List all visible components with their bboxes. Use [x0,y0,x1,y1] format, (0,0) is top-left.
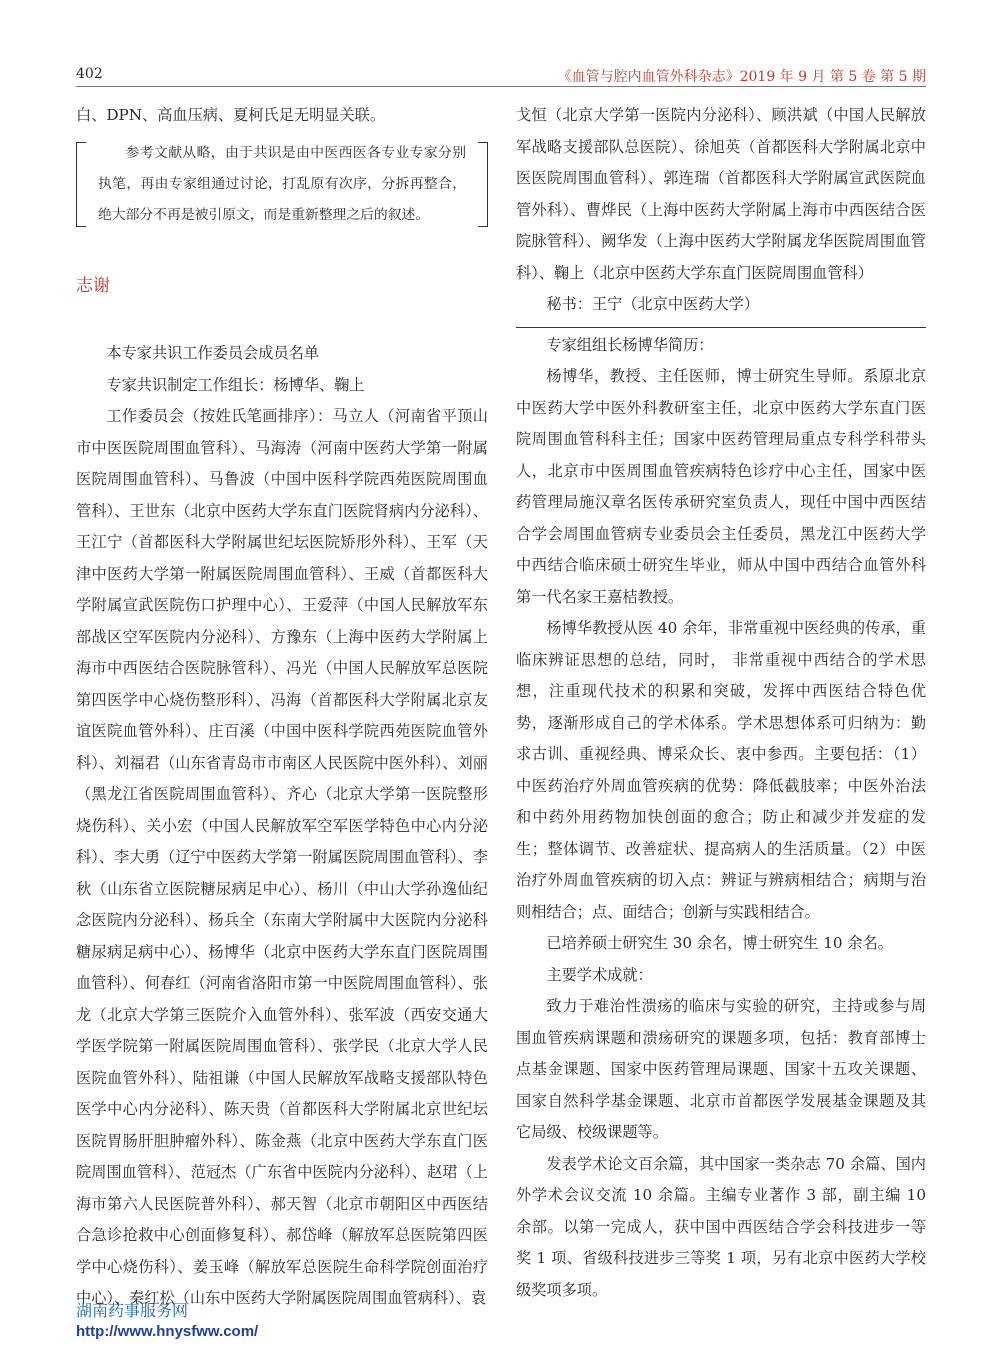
bio-heading: 专家组组长杨博华简历： [546,335,714,354]
right-bracket [478,142,488,227]
right-column [516,100,926,1306]
member-list-title: 本专家共识工作委员会成员名单 [106,344,320,362]
intro-line: 白、DPN、高血压病、夏柯氏足无明显关联。 [76,106,386,124]
page-number: 402 [76,66,103,82]
reference-note-box [76,136,488,233]
bio-paragraph: 致力于难治性溃疡的临床与实验的研究，主持或参与周围血管疾病课题和溃疡研究的课题多项，包括：教育部博士点基金课题、国家中医药管理局课题、国家十五攻关课题、国家自然科学基金课题、北京市首都医学发展基金课题及其它局级、校级课题等。 [516,997,926,1141]
acknowledgment-heading: 志谢 [76,275,110,296]
bio-paragraph: 杨博华，教授、主任医师，博士研究生导师。系原北京中医药大学中医外科教研室主任，北京中医药大学东直门医院周围血管科科主任；国家中医药管理局重点专科学科带头人，北京市中医周围血管疾病特色诊疗中心主任，国家中医药管理局施汉章名医传承研究室负责人，现任中国中西医结合学会周围血管病专业委员会主任委员，黑龙江中医药大学中西结合临床硕士研究生毕业，师从中国中西结合血管外科第一代名家王嘉桔教授。 [516,367,926,606]
section-divider [516,327,926,328]
footer-site-url[interactable]: http://www.hnysfww.com/ [76,1323,259,1340]
bio-paragraph: 已培养硕士研究生 30 余名，博士研究生 10 余名。 [546,934,893,952]
group-leaders: 专家共识制定工作组长：杨博华、鞠上 [106,375,365,394]
committee-members-continued: 戈恒（北京大学第一医院内分泌科）、顾洪斌（中国人民解放军战略支援部队总医院）、徐旭英（首都医科大学附属北京中医医院周围血管科）、郭连瑞（首都医科大学附属宣武医院血管外科）、曹烨民（上海中医药大学附属上海市中西医结合医院脉管科）、阙华发（上海中医药大学附属龙华医院周围血管科）、鞠上（北京中医药大学东直门医院周围血管科） [516,106,926,282]
footer-watermark [76,1302,258,1342]
journal-citation: 《血管与腔内血管外科杂志》2019 年 9 月 第 5 卷 第 5 期 [557,69,926,85]
secretary: 秘书：王宁（北京中医药大学） [546,295,760,313]
running-header [76,62,926,87]
bio-paragraph: 杨博华教授从医 40 余年，非常重视中医经典的传承，重临床辨证思想的总结，同时， 非常重视中西结合的学术思想，注重现代技术的积累和突破，发挥中西医结合特色优势，逐渐形成自己的学术体系。学术思想体系可归纳为：勤求古训、重视经典、博采众长、衷中参西。主要包括：（1）中医药治疗外周血管疾病的优势：降低截肢率；中医外治法和中药外用药物加快创面的愈合；防止和减少并发症的发生；整体调节、改善症状、提高病人的生活质量。（2）中医治疗外周血管疾病的切入点：辨证与辨病相结合；病期与治则相结合；点、面结合；创新与实践相结合。 [516,619,926,921]
reference-note: 参考文献从略，由于共识是由中医西医各专业专家分别执笔，再由专家组通过讨论，打乱原有次序，分拆再整合，绝大部分不再是被引原文，而是重新整理之后的叙述。 [98,144,466,223]
left-column [76,100,488,1315]
committee-members: 工作委员会（按姓氏笔画排序）：马立人（河南省平顶山市中医医院周围血管科）、马海涛（河南中医药大学第一附属医院周围血管科）、马鲁波（中国中医科学院西苑医院周围血管科）、王世东（北京中医药大学东直门医院肾病内分泌科）、王江宁（首都医科大学附属世纪坛医院矫形外科）、王军（天津中医药大学第一附属医院周围血管科）、王威（首都医科大学附属宣武医院伤口护理中心）、王爱萍（中国人民解放军东部战区空军医院内分泌科）、方豫东（上海中医药大学附属上海市中西医结合医院脉管科）、冯光（中国人民解放军总医院第四医学中心烧伤整形科）、冯海（首都医科大学附属北京友谊医院血管外科）、庄百溪（中国中医科学院西苑医院血管外科）、刘福君（山东省青岛市市南区人民医院中医外科）、刘丽（黑龙江省医院周围血管科）、齐心（北京大学第一医院整形烧伤科）、关小宏（中国人民解放军空军医学特色中心内分泌科）、李大勇（辽宁中医药大学第一附属医院周围血管科）、李秋（山东省立医院糖尿病足中心）、杨川（中山大学孙逸仙纪念医院内分泌科）、杨兵全（东南大学附属中大医院内分泌科糖尿病足病中心）、杨博华（北京中医药大学东直门医院周围血管科）、何春红（河南省洛阳市第一中医院周围血管科）、张龙（北京大学第三医院介入血管外科）、张军波（西安交通大学医学院第一附属医院周围血管科）、张学民（北京大学人民医院血管外科）、陆祖谦（中国人民解放军战略支援部队特色医学中心内分泌科）、陈天贵（首都医科大学附属北京世纪坛医院胃肠肝胆肿瘤外科）、陈金燕（北京中医药大学东直门医院周围血管科）、范冠杰（广东省中医院内分泌科）、赵珺（上海市第六人民医院普外科）、郝天智（北京市朝阳区中西医结合急诊抢救中心创面修复科）、郝岱峰（解放军总医院第四医学中心烧伤科）、姜玉峰（解放军总医院生命科学院创面治疗中心）、秦红松（山东中医药大学附属医院周围血管病科）、袁 [76,407,488,1307]
left-bracket [76,142,86,227]
footer-site-name: 湖南药事服务网 [76,1303,189,1320]
bio-paragraph: 发表学术论文百余篇，其中国家一类杂志 70 余篇、国内外学术会议交流 10 余篇。主编专业著作 3 部，副主编 10 余部。以第一完成人，获中国中西医结合学会科技进步一等奖 1 项、省级科技进步三等奖 1 项，另有北京中医药大学校级奖项多项。 [516,1154,926,1299]
bio-paragraph: 主要学术成就： [546,965,653,984]
